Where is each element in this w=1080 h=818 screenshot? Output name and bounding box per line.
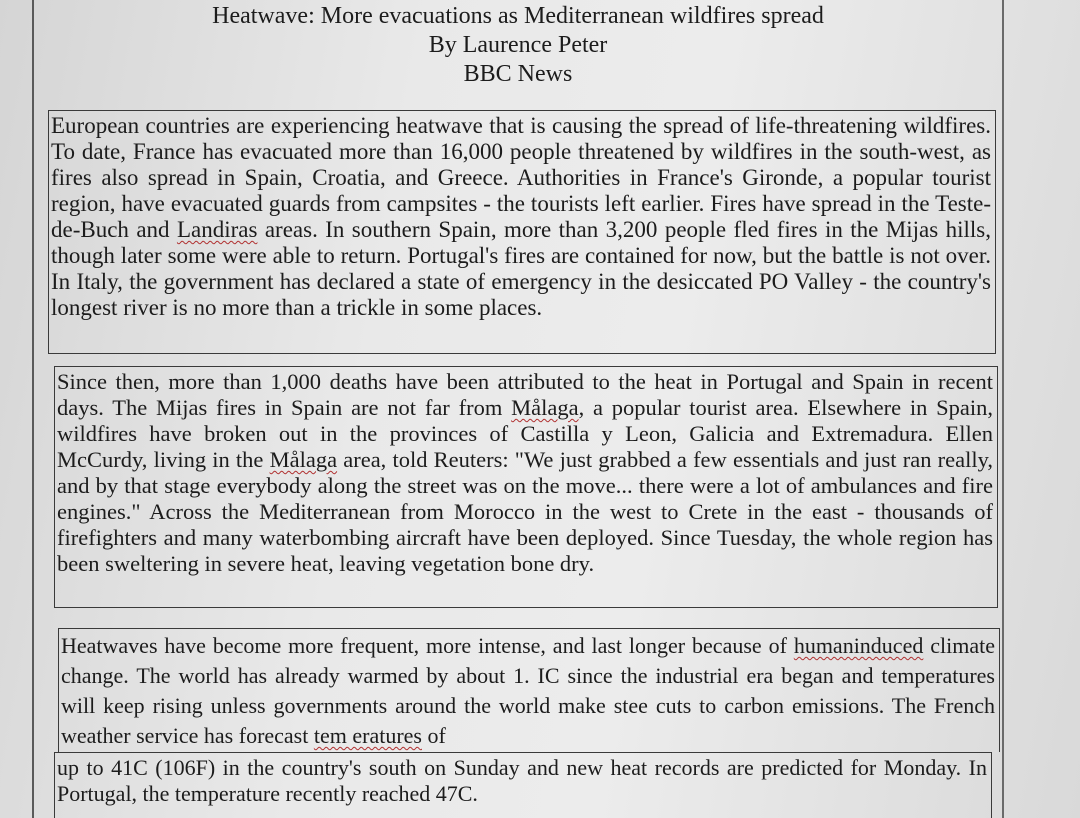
paragraph-3-text-b: climate change. The world has already warmed by about 1. IC since the industrial era began and temperatures will keep rising unless governments around the world make stee cuts to carbon emissions. The French weather service has forecast — [61, 633, 995, 748]
paragraph-1-text-b: areas. In southern Spain, more than 3,200 people fled fires in the Mijas hills, though later some were able to return. Portugal's fires are contained for now, but the battle is not over. In Italy, the government has declared a state of emergency in the desiccated PO Valley - the country's longest river is no more than a trickle in some places. — [51, 217, 991, 320]
paragraph-1-text-a: European countries are experiencing heatwave that is causing the spread of life-threatening wildfires. To date, France has evacuated more than 16,000 people threatened by wildfires in the south-west, as fires also spread in Spain, Croatia, and Greece. Authorities in France's Gironde, a popular tourist region, have evacuated guards from campsites - the tourists left earlier. Fires have spread in the Teste-de-Buch and — [51, 113, 991, 242]
paragraph-3[interactable] — [58, 628, 1000, 752]
paragraph-4-text: up to 41C (106F) in the country's south on Sunday and new heat records are predicted for Monday. In Portugal, the temperature recently reached 47C. — [57, 755, 987, 806]
paragraph-2-text-a: Since then, more than 1,000 deaths have been attributed to the heat in Portugal and Spain in recent days. The Mijas fires in Spain are not far from — [57, 369, 993, 420]
paragraph-3-text-a: Heatwaves have become more frequent, more intense, and last longer because of — [61, 633, 794, 658]
article-source: BBC News — [463, 61, 573, 87]
paragraph-4[interactable] — [54, 752, 992, 818]
paragraph-2-text-c: area, told Reuters: "We just grabbed a few essentials and just ran really, and by that stage everybody along the street was on the move... there were a lot of ambulances and fire engines." Across the Mediterranean from Morocco in the west to Crete in the east - thousands of firefighters and many waterbombing aircraft have been deployed. Since Tuesday, the whole region has been sweltering in severe heat, leaving vegetation bone dry. — [57, 447, 993, 576]
article-header — [34, 2, 1002, 89]
paragraph-1[interactable] — [48, 110, 996, 354]
spellcheck-word[interactable]: Målaga — [511, 395, 579, 420]
spellcheck-word[interactable]: Landiras — [176, 217, 258, 242]
paragraph-2[interactable] — [54, 366, 998, 608]
paragraph-3-text-c: of — [421, 723, 446, 748]
paragraph-2-text-b: , a popular tourist area. Elsewhere in Spain, wildfires have broken out in the provinces of Castilla y Leon, Galicia and Extremadura. Ellen McCurdy, living in the — [57, 395, 993, 472]
spellcheck-word[interactable]: tem eratures — [313, 723, 422, 748]
document-page — [32, 0, 1004, 818]
article-byline: By Laurence Peter — [428, 32, 608, 58]
spellcheck-word[interactable]: Målaga — [269, 447, 338, 472]
spellcheck-word[interactable]: humaninduced — [793, 633, 924, 658]
article-title: Heatwave: More evacuations as Mediterranean wildfires spread — [212, 3, 824, 29]
